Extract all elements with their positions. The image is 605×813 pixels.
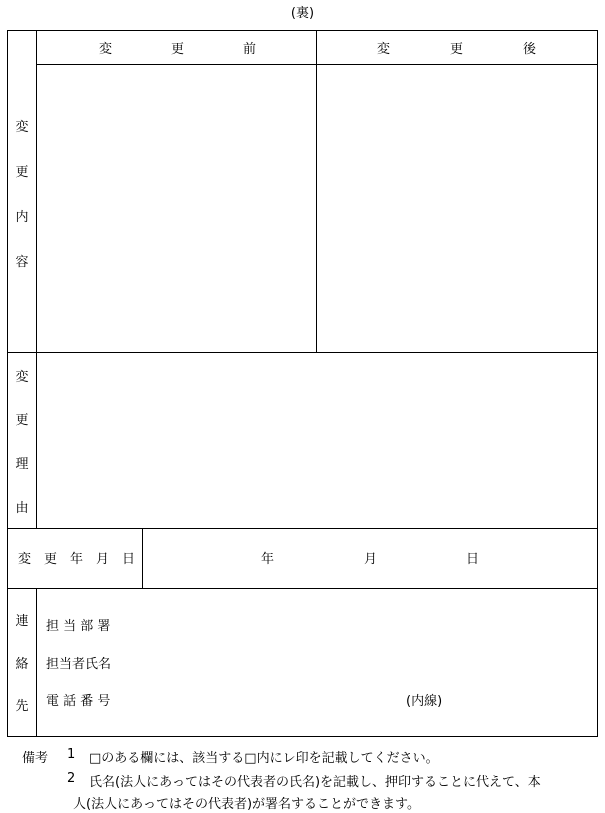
note-text-continuation: 人(法人にあってはその代表者)が署名することができます。 (73, 797, 420, 812)
label-char: 変 (18, 552, 32, 567)
after-header (317, 38, 597, 56)
label-char: 由 (15, 501, 29, 516)
before-header (37, 38, 316, 56)
after-header-char: 変 (377, 42, 391, 57)
label-char: 先 (15, 699, 29, 714)
day-label: 日 (466, 552, 480, 567)
note-text: 氏名(法人にあってはその代表者の氏名)を記載し、押印することに代えて、本 (89, 775, 541, 790)
before-header-char: 更 (171, 42, 185, 57)
table-border-right (597, 30, 598, 737)
label-char: 容 (15, 255, 29, 270)
divider-date-contact (7, 588, 598, 589)
before-value-cell[interactable] (37, 65, 316, 352)
label-char: 変 (15, 370, 29, 385)
notes-title: 備考 (22, 751, 49, 766)
note-number: 2 (67, 771, 76, 786)
after-header-char: 後 (523, 42, 537, 57)
after-value-cell[interactable] (317, 65, 597, 352)
reason-value-cell[interactable] (37, 353, 597, 528)
table-border-top (7, 30, 598, 31)
phone-number-label: 電 話 番 号 (46, 694, 111, 709)
label-char: 更 (15, 165, 29, 180)
label-char: 更 (15, 413, 29, 428)
extension-label: (内線) (406, 694, 443, 709)
month-label: 月 (364, 552, 378, 567)
label-char: 連 (15, 614, 29, 629)
person-name-label: 担当者氏名 (46, 657, 112, 672)
contact-label (8, 588, 36, 736)
label-char: 日 (122, 552, 136, 567)
change-date-label (8, 548, 142, 566)
before-header-char: 変 (99, 42, 113, 57)
change-contents-label (8, 30, 36, 352)
label-char: 絡 (15, 657, 29, 672)
label-char: 理 (15, 457, 29, 472)
label-char: 更 (44, 552, 58, 567)
notes (0, 745, 605, 813)
before-header-char: 前 (243, 42, 257, 57)
year-label: 年 (261, 552, 275, 567)
label-char: 月 (96, 552, 110, 567)
label-col-divider-contact (36, 588, 37, 736)
side-label: (裏) (290, 6, 315, 21)
note-number: 1 (67, 747, 76, 762)
note-text: □のある欄には、該当する□内にレ印を記載してください。 (89, 751, 439, 766)
after-header-char: 更 (450, 42, 464, 57)
department-label: 担 当 部 署 (46, 619, 111, 634)
table-border-bottom (7, 736, 598, 737)
label-char: 変 (15, 120, 29, 135)
label-char: 年 (70, 552, 84, 567)
change-reason-label (8, 352, 36, 528)
divider-reason-date (7, 528, 598, 529)
label-char: 内 (15, 210, 29, 225)
date-label-divider (142, 528, 143, 588)
